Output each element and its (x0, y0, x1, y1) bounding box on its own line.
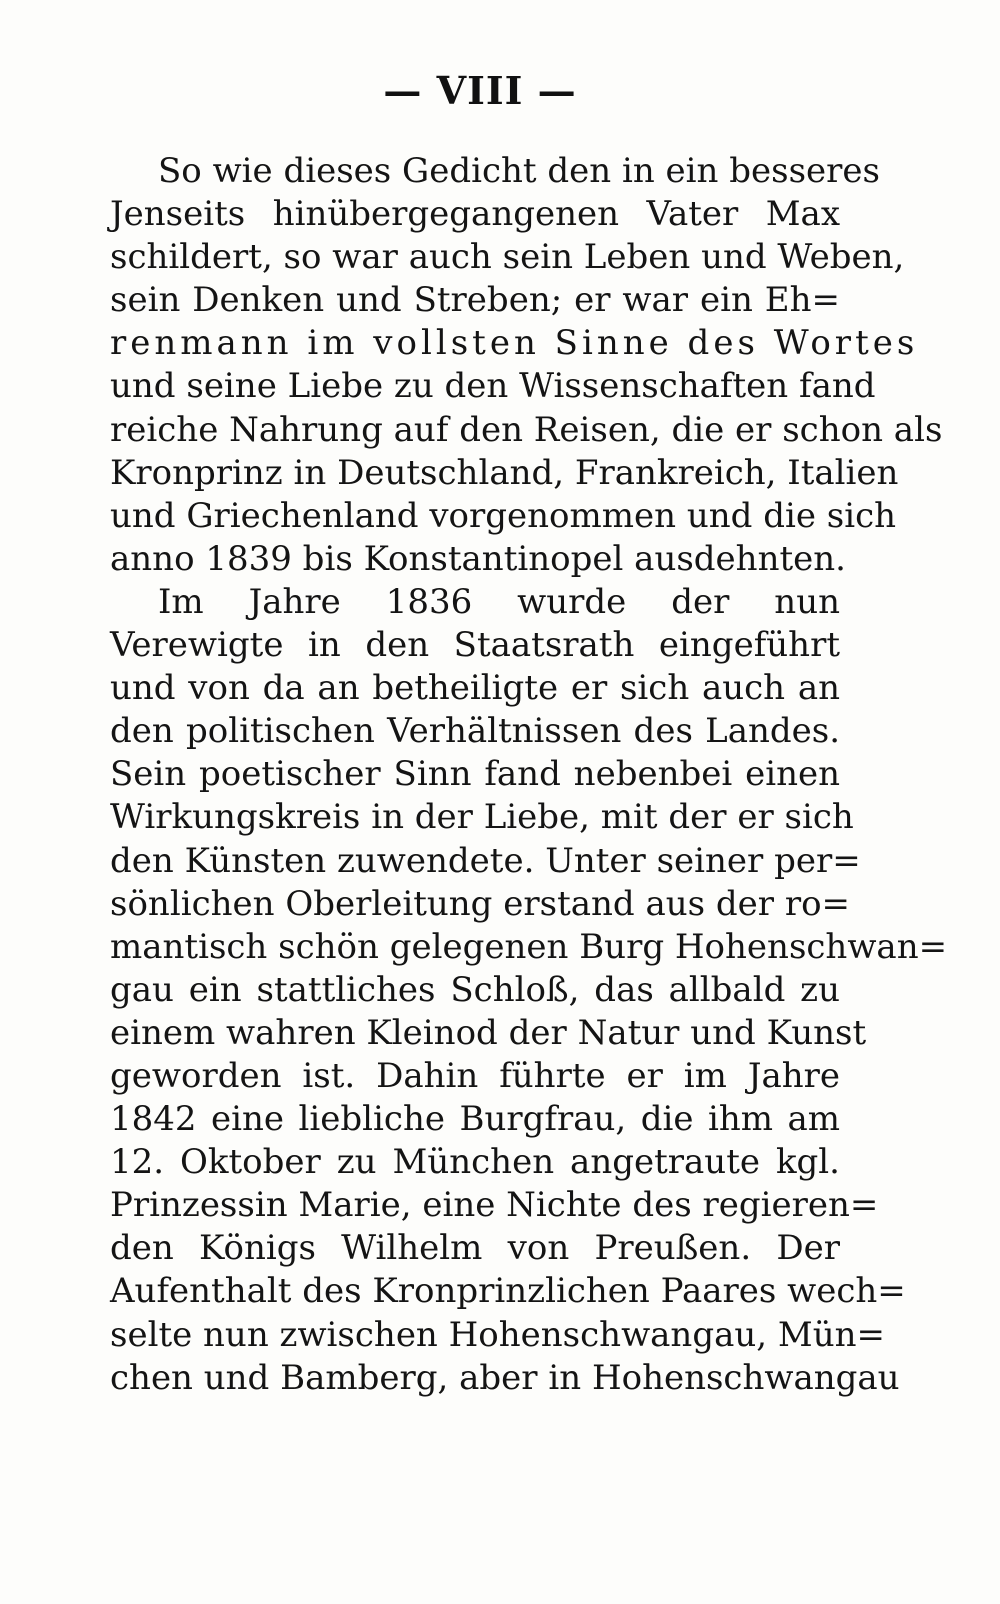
text-line: Prinzessin Marie, eine Nichte des regieren= (110, 1185, 879, 1226)
text-line: selte nun zwischen Hohenschwangau, Mün= (110, 1314, 885, 1355)
text-line: Kronprinz in Deutschland, Frankreich, Italien (110, 452, 899, 493)
text-line: renmann im vollsten Sinne des Wortes (110, 323, 919, 364)
body-text (110, 150, 948, 1400)
text-line: Im Jahre 1836 wurde der nun (158, 581, 840, 622)
text-line: anno 1839 bis Konstantinopel ausdehnten. (110, 538, 846, 579)
text-line: und seine Liebe zu den Wissenschaften fand (110, 366, 876, 407)
text-line: einem wahren Kleinod der Natur und Kunst (110, 1012, 867, 1053)
text-line: Aufenthalt des Kronprinzlichen Paares wech= (110, 1271, 906, 1312)
text-line: mantisch schön gelegenen Burg Hohenschwan= (110, 926, 948, 967)
text-line: 12. Oktober zu München angetraute kgl. (110, 1142, 840, 1183)
text-line: geworden ist. Dahin führte er im Jahre (110, 1055, 840, 1096)
text-line: 1842 eine liebliche Burgfrau, die ihm am (110, 1099, 840, 1140)
text-line: Jenseits hinübergegangenen Vater Max (110, 194, 840, 235)
text-line: gau ein stattliches Schloß, das allbald zu (110, 969, 840, 1010)
text-line: den Königs Wilhelm von Preußen. Der (110, 1228, 840, 1269)
text-line: Wirkungskreis in der Liebe, mit der er sich (110, 797, 854, 838)
text-line: und von da an betheiligte er sich auch an (110, 668, 840, 709)
text-line: So wie dieses Gedicht den in ein besseres (158, 151, 880, 191)
page-number: — VIII — (383, 68, 577, 113)
text-line: Sein poetischer Sinn fand nebenbei einen (110, 754, 840, 795)
text-line: den politischen Verhältnissen des Landes. (110, 711, 840, 752)
text-line: Verewigte in den Staatsrath eingeführt (110, 625, 840, 666)
text-line: chen und Bamberg, aber in Hohenschwangau (110, 1357, 900, 1398)
text-line: reiche Nahrung auf den Reisen, die er schon als (110, 409, 943, 450)
text-line: sönlichen Oberleitung erstand aus der ro= (110, 883, 851, 924)
text-line: und Griechenland vorgenommen und die sich (110, 495, 897, 536)
text-line: schildert, so war auch sein Leben und Weben, (110, 237, 905, 278)
text-line: sein Denken und Streben; er war ein Eh= (110, 280, 840, 321)
text-line: den Künsten zuwendete. Unter seiner per= (110, 840, 861, 881)
